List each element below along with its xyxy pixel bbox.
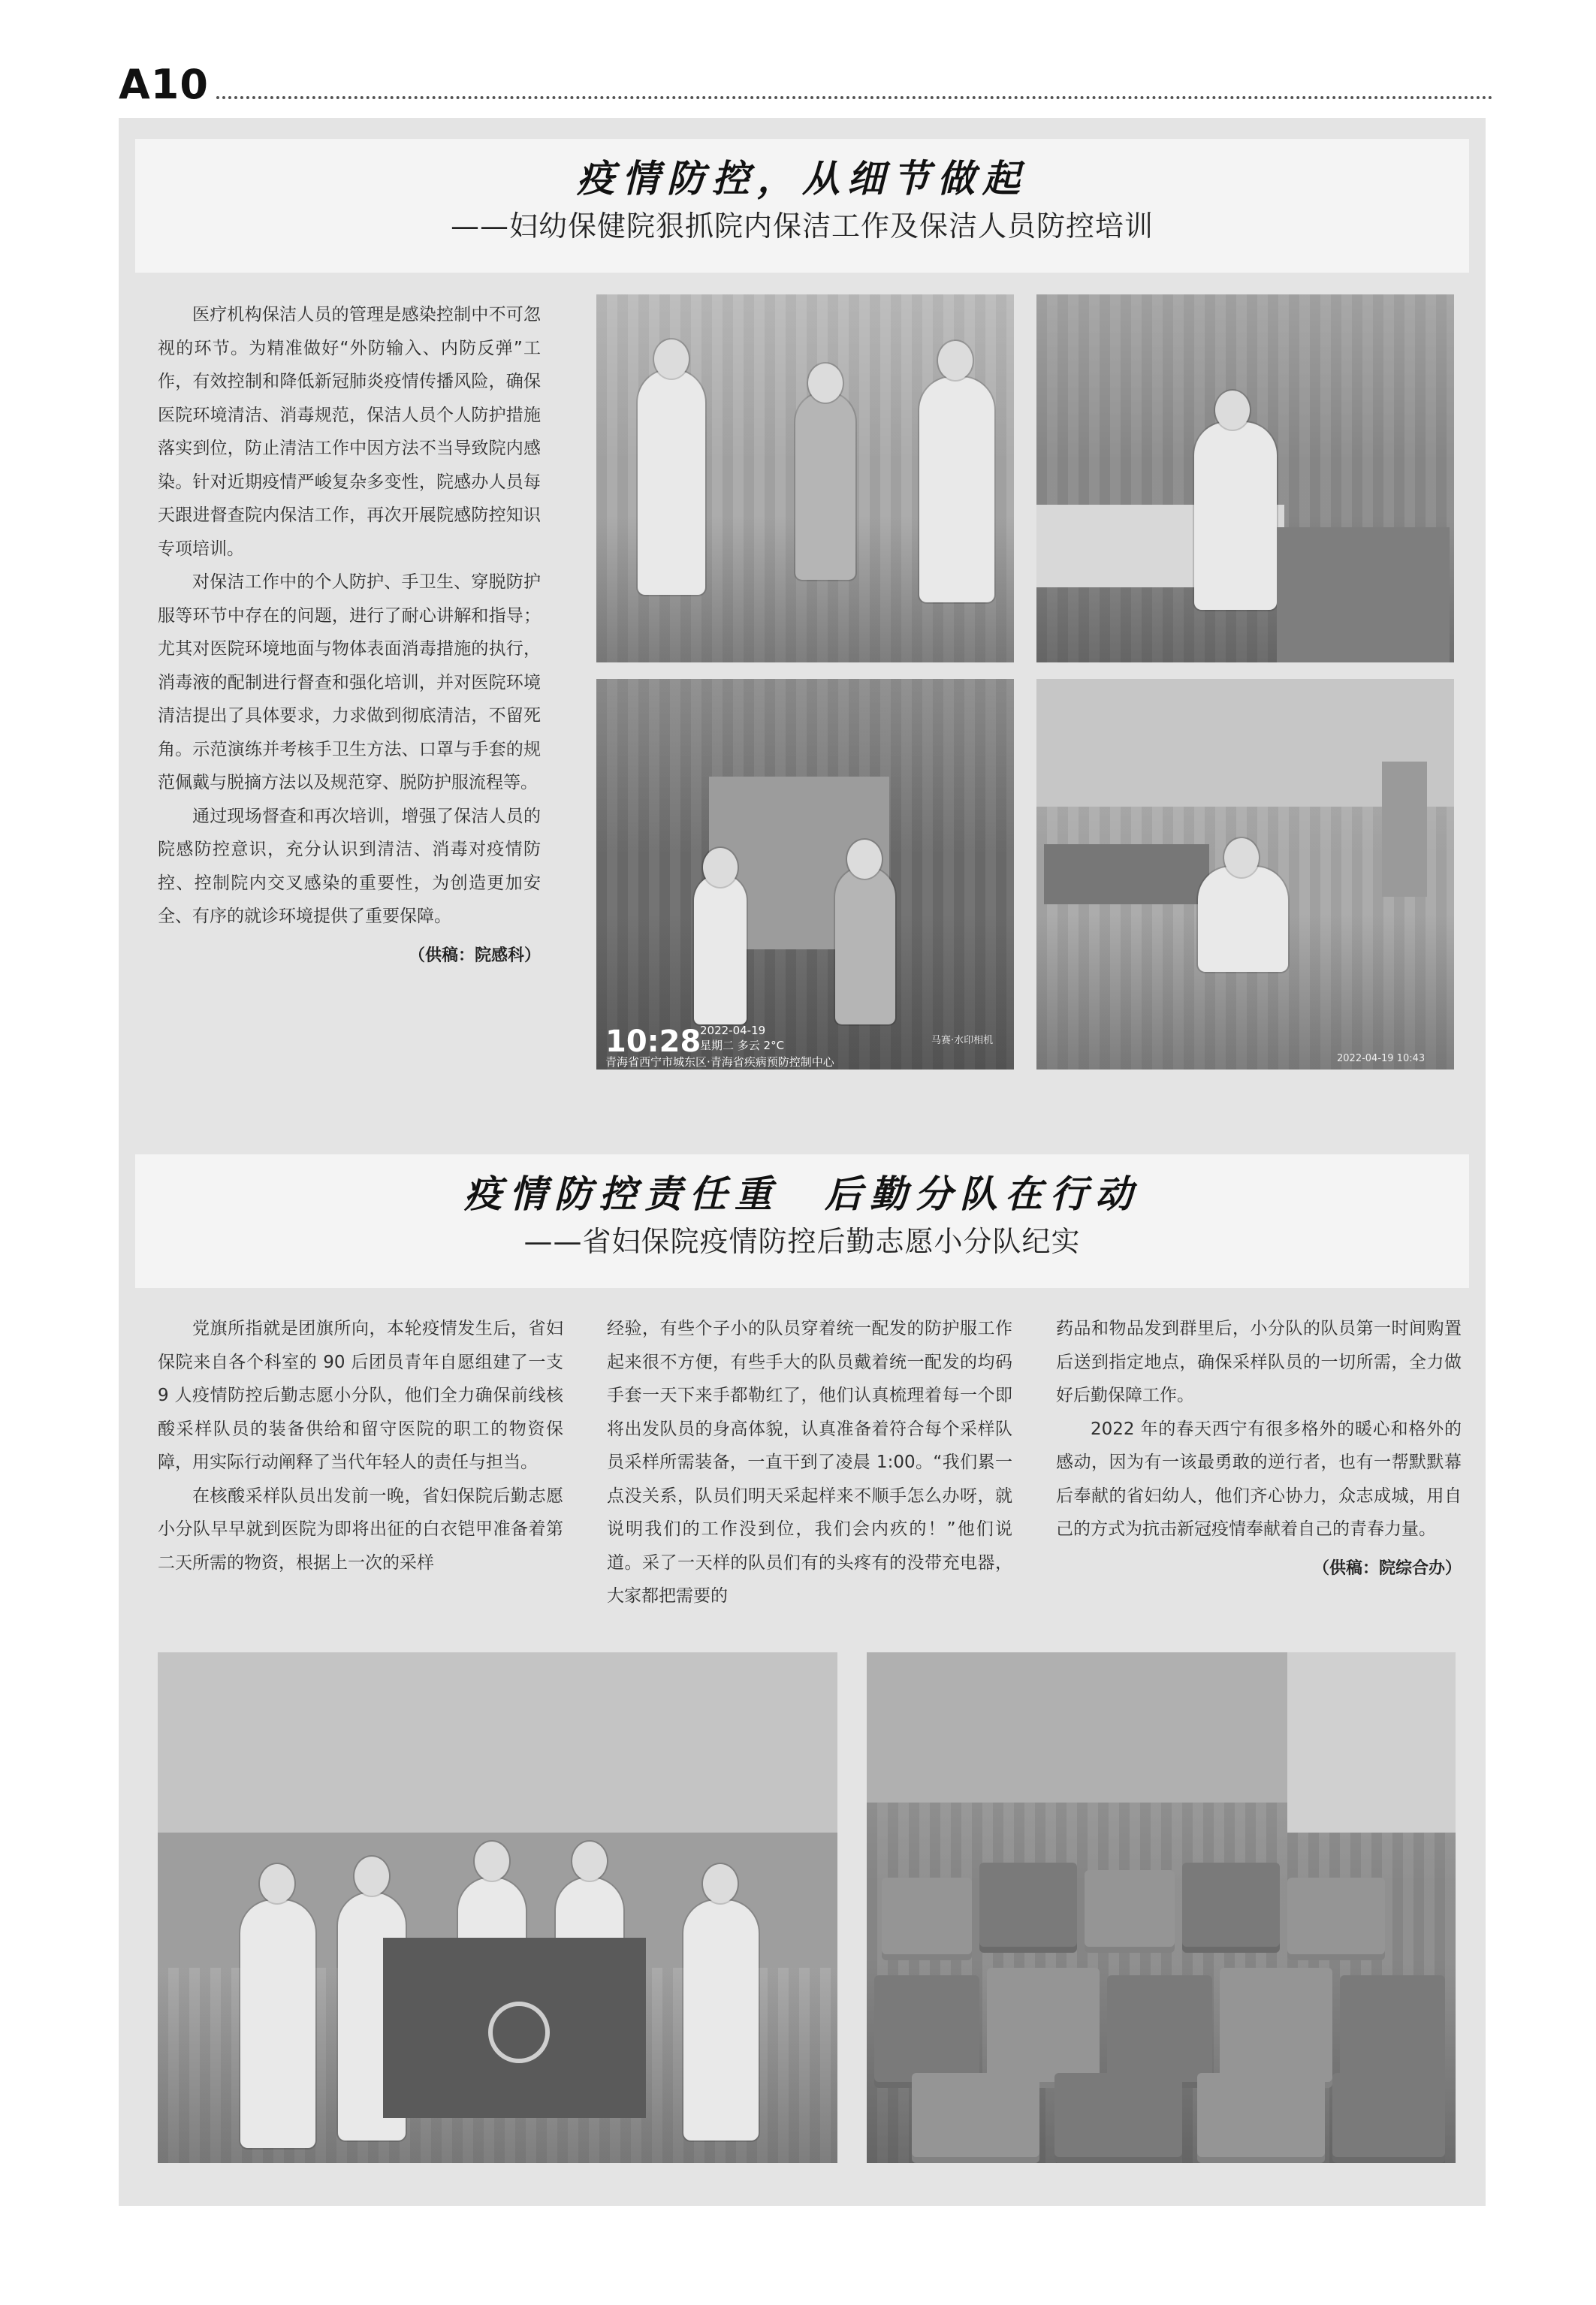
- photo-timestamp-weather: 星期二 多云 2°C: [700, 1039, 785, 1052]
- article1-title-box: [135, 139, 1469, 273]
- photo-timestamp-location: 青海省西宁市城东区·青海省疾病预防控制中心: [605, 1055, 834, 1069]
- article2-title-box: [135, 1154, 1469, 1288]
- article2-column-2: [607, 1312, 1012, 1613]
- article2-paragraph: 经验，有些个子小的队员穿着统一配发的防护服工作起来很不方便，有些手大的队员戴着统一配发的均码手套一天下来手都勒红了，他们认真梳理着每一个即将出发队员的身高体貌，认真准备着符合每个采样队员采样所需装备，一直干到了凌晨 1:00。“我们累一点没关系，队员们明天采起样来不顺手怎么办呀，就说明我们的工作没到位，我们会内疚的！”他们说道。采了一天样的队员们有的头疼有的没带充电器，大家都把需要的: [607, 1319, 1012, 1606]
- article1-paragraph: 对保洁工作中的个人防护、手卫生、穿脱防护服等环节中存在的问题，进行了耐心讲解和指导；尤其对医院环境地面与物体表面消毒措施的执行，消毒液的配制进行督查和强化培训，并对医院环境清洁提出了具体要求，力求做到彻底清洁，不留死角。示范演练并考核手卫生方法、口罩与手套的规范佩戴与脱摘方法以及规范穿、脱防护服流程等。: [158, 572, 541, 792]
- photo-supply-bags: [867, 1652, 1456, 2163]
- photo-timestamp-time: 10:28: [605, 1024, 701, 1059]
- photo-watermark: 马赛·水印相机: [931, 1035, 994, 1046]
- article2-paragraph: 药品和物品发到群里后，小分队的队员第一时间购置后送到指定地点，确保采样队员的一切所需，全力做好后勤保障工作。: [1056, 1319, 1462, 1405]
- article2-column-1: [158, 1312, 563, 1579]
- article2-subtitle: ——省妇保院疫情防控后勤志愿小分队纪实: [523, 1225, 1081, 1258]
- photo-volunteer-team-flag: [158, 1652, 837, 2163]
- content-panel: [119, 118, 1486, 2206]
- photo-lobby-cleaning: [1036, 679, 1454, 1070]
- article1-credit: （供稿：院感科）: [408, 946, 541, 965]
- photo-ward-demonstration: [1036, 294, 1454, 662]
- article1-subtitle: ——妇幼保健院狠抓院内保洁工作及保洁人员防控培训: [450, 210, 1154, 243]
- page-number: A10: [119, 61, 209, 108]
- article2-paragraph: 党旗所指就是团旗所向，本轮疫情发生后，省妇保院来自各个科室的 90 后团员青年自愿组建了一支 9 人疫情防控后勤志愿小分队，他们全力确保前线核酸采样队员的装备供给和留守医院的职工的物资保障，用实际行动阐释了当代年轻人的责任与担当。: [158, 1319, 563, 1472]
- article2-column-3: [1056, 1312, 1462, 1585]
- league-flag: [383, 1938, 646, 2118]
- article1-paragraph: 医疗机构保洁人员的管理是感染控制中不可忽视的环节。为精准做好“外防输入、内防反弹”工作，有效控制和降低新冠肺炎疫情传播风险，确保医院环境清洁、消毒规范，保洁人员个人防护措施落实到位，防止清洁工作中因方法不当导致院内感染。针对近期疫情严峻复杂多变性，院感办人员每天跟进督查院内保洁工作，再次开展院感防控知识专项培训。: [158, 305, 541, 559]
- article2-title: 疫情防控责任重 后勤分队在行动: [464, 1172, 1140, 1216]
- photo-timestamp-date: 2022-04-19: [700, 1024, 766, 1037]
- article2-paragraph: 在核酸采样队员出发前一晚，省妇保院后勤志愿小分队早早就到医院为即将出征的白衣铠甲准备着第二天所需的物资，根据上一次的采样: [158, 1486, 563, 1573]
- photo-corridor-spraying: [596, 679, 1014, 1070]
- article2-credit: （供稿：院综合办）: [1312, 1558, 1462, 1578]
- article1-paragraph: 通过现场督查和再次培训，增强了保洁人员的院感防控意识，充分认识到清洁、消毒对疫情防控、控制院内交叉感染的重要性，为创造更加安全、有序的就诊环境提供了重要保障。: [158, 806, 541, 926]
- dotted-rule: [216, 96, 1493, 99]
- article1-body: [158, 298, 541, 973]
- photo-datestamp: 2022-04-19 10:43: [1337, 1053, 1426, 1064]
- article2-paragraph: 2022 年的春天西宁有很多格外的暖心和格外的感动，因为有一该最勇敢的逆行者，也有一帮默默幕后奉献的省妇幼人，他们齐心协力，众志成城，用自己的方式为抗击新冠疫情奉献着自己的青春力量。: [1056, 1419, 1462, 1539]
- photo-cleaning-training: [596, 294, 1014, 662]
- page-header: [119, 59, 1493, 111]
- article2-body: [158, 1312, 1462, 1643]
- article1-title: 疫情防控，从细节做起: [577, 156, 1027, 201]
